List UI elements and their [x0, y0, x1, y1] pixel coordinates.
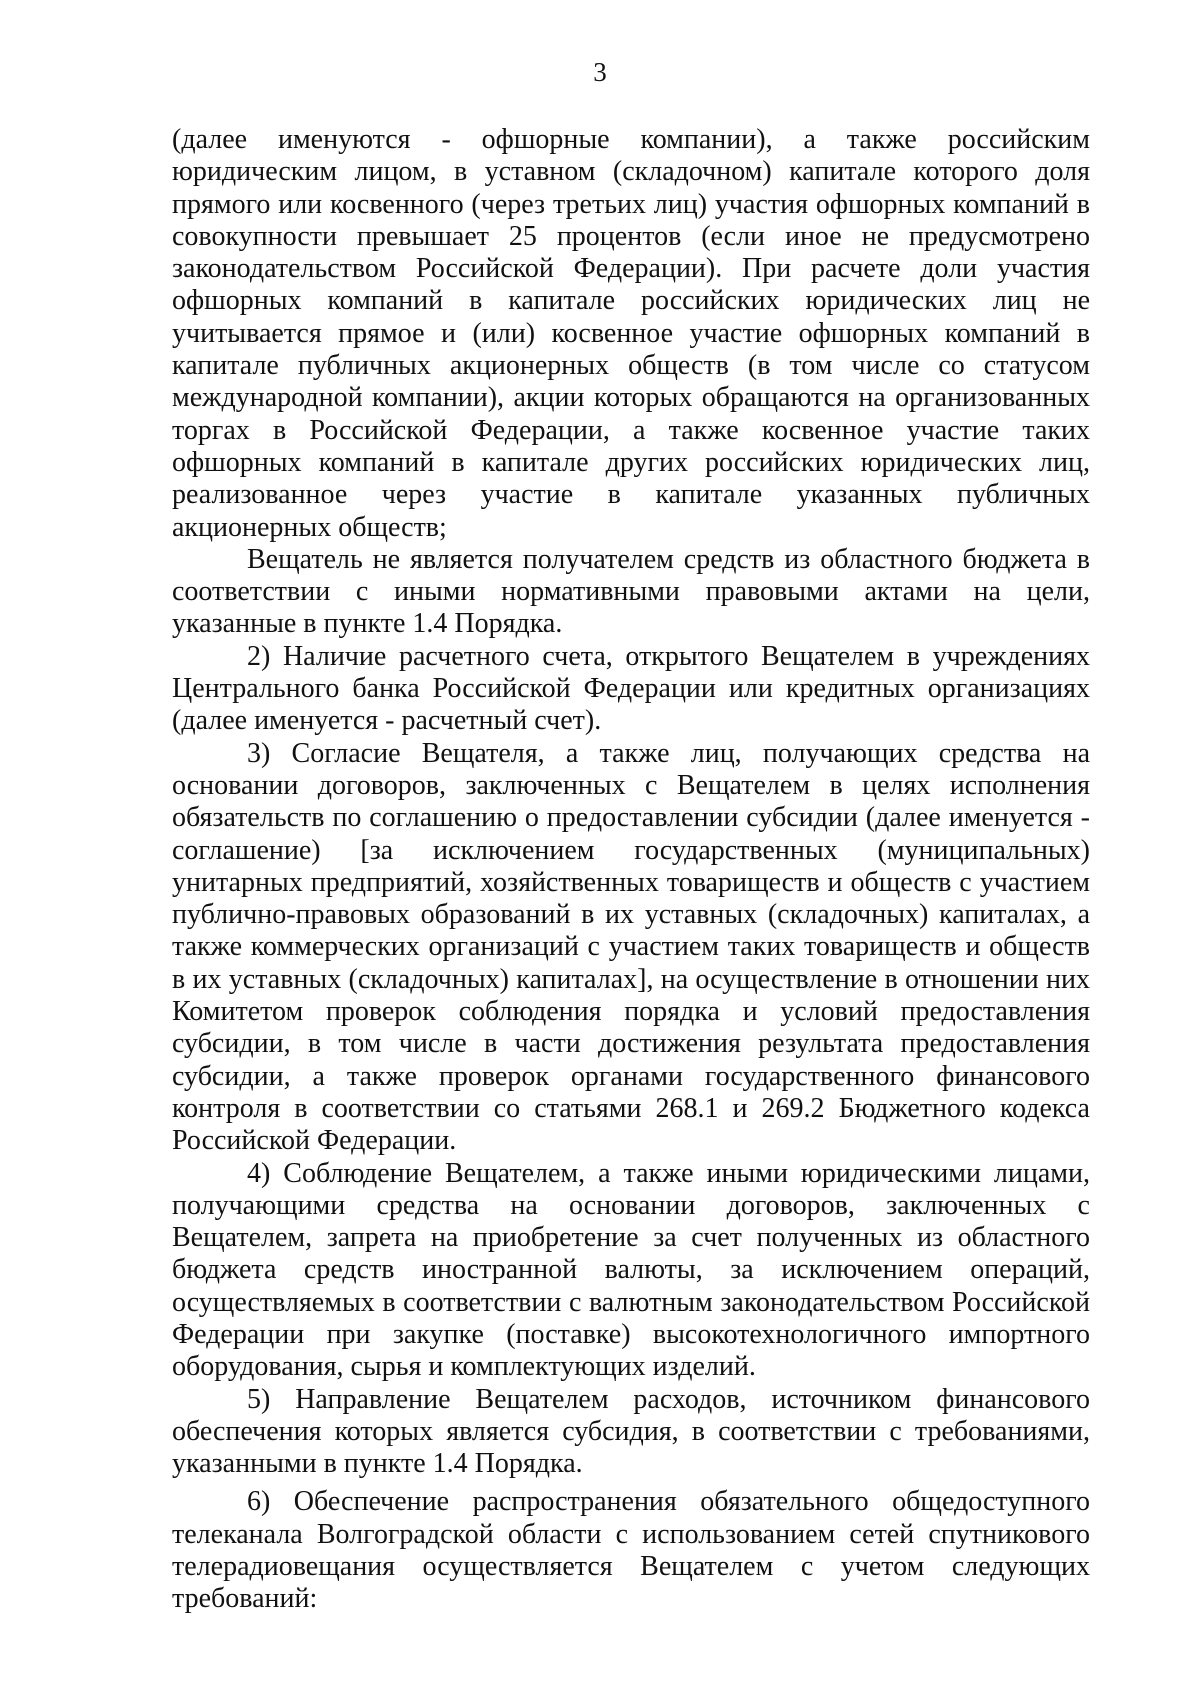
paragraph-broadcaster-not-recipient: Вещатель не является получателем средств из областного бюджета в соответствии с иными нормативными правовыми актами на цели, указанные в пункте 1.4 Порядка.: [172, 543, 1090, 640]
paragraph-offshore-continuation: (далее именуются - офшорные компании), а также российским юридическим лицом, в уставном (складочном) капитале которого доля прямого или косвенного (через третьих лиц) участия офшорных компаний в совокупности превышает 25 процентов (если иное не предусмотрено законодательством Российской Федерации). При расчете доли участия офшорных компаний в капитале российских юридических лиц не учитывается прямое и (или) косвенное участие офшорных компаний в капитале публичных акционерных обществ (в том числе со статусом международной компании), акции которых обращаются на организованных торгах в Российской Федерации, а также косвенное участие таких офшорных компаний в капитале других российских юридических лиц, реализованное через участие в капитале указанных публичных акционерных обществ;: [172, 124, 1090, 543]
paragraph-item-5-expense-direction: 5) Направление Вещателем расходов, источником финансового обеспечения которых является субсидия, в соответствии с требованиями, указанными в пункте 1.4 Порядка.: [172, 1383, 1090, 1480]
paragraph-item-3-consent-to-audits: 3) Согласие Вещателя, а также лиц, получающих средства на основании договоров, заключенных с Вещателем в целях исполнения обязательств по соглашению о предоставлении субсидии (далее именуется - соглашение) [за исключением государственных (муниципальных) унитарных предприятий, хозяйственных товариществ и обществ с участием публично-правовых образований в их уставных (складочных) капиталах, а также коммерческих организаций с участием таких товариществ и обществ в их уставных (складочных) капиталах], на осуществление в отношении них Комитетом проверок соблюдения порядка и условий предоставления субсидии, в том числе в части достижения результата предоставления субсидии, а также проверок органами государственного финансового контроля в соответствии со статьями 268.1 и 269.2 Бюджетного кодекса Российской Федерации.: [172, 737, 1090, 1157]
page-number: 3: [593, 57, 607, 87]
paragraph-item-6-broadcast-distribution: 6) Обеспечение распространения обязательного общедоступного телеканала Волгоградской области с использованием сетей спутникового телерадиовещания осуществляется Вещателем с учетом следующих требований:: [172, 1486, 1090, 1615]
document-body: [172, 124, 1090, 1616]
paragraph-item-2-settlement-account: 2) Наличие расчетного счета, открытого Вещателем в учреждениях Центрального банка Российской Федерации или кредитных организациях (далее именуется - расчетный счет).: [172, 640, 1090, 737]
paragraph-item-4-currency-ban: 4) Соблюдение Вещателем, а также иными юридическими лицами, получающими средства на основании договоров, заключенных с Вещателем, запрета на приобретение за счет полученных из областного бюджета средств иностранной валюты, за исключением операций, осуществляемых в соответствии с валютным законодательством Российской Федерации при закупке (поставке) высокотехнологичного импортного оборудования, сырья и комплектующих изделий.: [172, 1157, 1090, 1383]
